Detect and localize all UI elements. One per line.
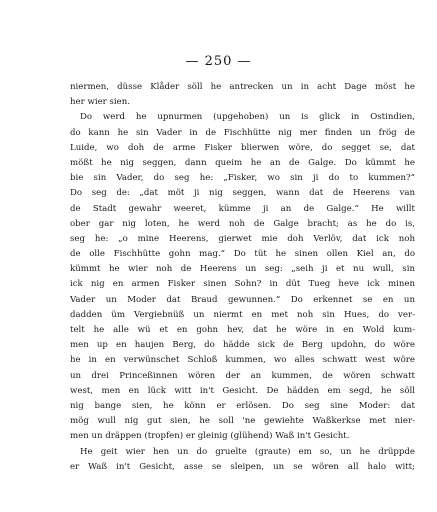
- text-line: Vader un Moder dat Braud gewunnen.“ Do erkennet se en un: [70, 294, 415, 305]
- text-line: er Waß in't Gesicht, asse se sleipen, un se wören all halo witt;: [70, 461, 415, 472]
- text-line: ober gar nig loten, he werd noh de Galge bracht; as he do is,: [70, 218, 415, 229]
- text-line: nig bange sien, he könn er erlösen. Do seg sine Moder: dat: [70, 400, 415, 411]
- text-line: Luide, wo doh de arme Fisker blierwen wöre, do segget se, dat: [70, 142, 415, 153]
- text-line: men up en haujen Berg, do hädde sick de Berg updohn, do wöre: [70, 340, 415, 351]
- text-line: Do seg de: „dat möt ji nig seggen, wann dat de Heerens van: [70, 188, 415, 199]
- text-line: men un dräppen (tropfen) er gleinig (glühend) Waß in't Gesicht.: [70, 431, 350, 442]
- text-line: niermen, düsse Klåder söll he antrecken un in acht Dage möst he: [70, 82, 415, 92]
- body-text: [70, 80, 415, 475]
- text-line: mößt he nig seggen, dann queim he an de Galge. Do kümmt he: [70, 157, 415, 168]
- text-line: bie sin Vader, do seg he: „Fisker, wo sin ji do to kummen?“: [70, 173, 415, 184]
- text-line: de Stadt gewahr weeret, kümme ji an de Galge.“ He willt: [70, 203, 415, 214]
- text-line: do kann he sin Vader in de Fischhütte nig mer finden un frög de: [70, 127, 415, 138]
- text-line: dadden üm Vergiebnüß un niermt en met noh sin Hues, do ver-: [70, 309, 415, 320]
- text-line: mög wull nig gut sien, he soll 'ne gewiehte Waßkerkse met nier-: [70, 416, 415, 427]
- text-line: kümmt he wier noh de Heerens un seg: „seih ji et nu wull, sin: [70, 264, 415, 275]
- text-line: un drei Princeßinnen wören der an kummen, de wören schwatt: [70, 370, 415, 381]
- page-number: — 250 —: [185, 54, 252, 69]
- text-line: west, men en lück witt in't Gesicht. De hädden em segd, he söll: [70, 385, 415, 396]
- text-line: Do werd he upnurmen (upgehoben) un is glick in Ostindien,: [80, 112, 415, 123]
- text-line: ick nig en armen Fisker sinen Sohn? in düt Tueg heve ick minen: [70, 279, 415, 290]
- text-line: seg he: „o mine Heerens, gierwet mie doh Verlöv, dat ick noh: [70, 233, 415, 244]
- text-line: telt he alle wü et en gohn hev, dat he wöre in en Wold kum-: [70, 325, 415, 335]
- text-line: he in en verwünschet Schloß kummen, wo alles schwatt west wöre: [70, 355, 415, 366]
- text-line: her wier sien.: [70, 97, 131, 108]
- text-line: He geit wier hen un do gruelte (graute) em so, un he drüppde: [80, 446, 415, 457]
- text-line: de olle Fischhütte gohn mag.“ Do tüt he sinen ollen Kiel an, do: [70, 249, 415, 260]
